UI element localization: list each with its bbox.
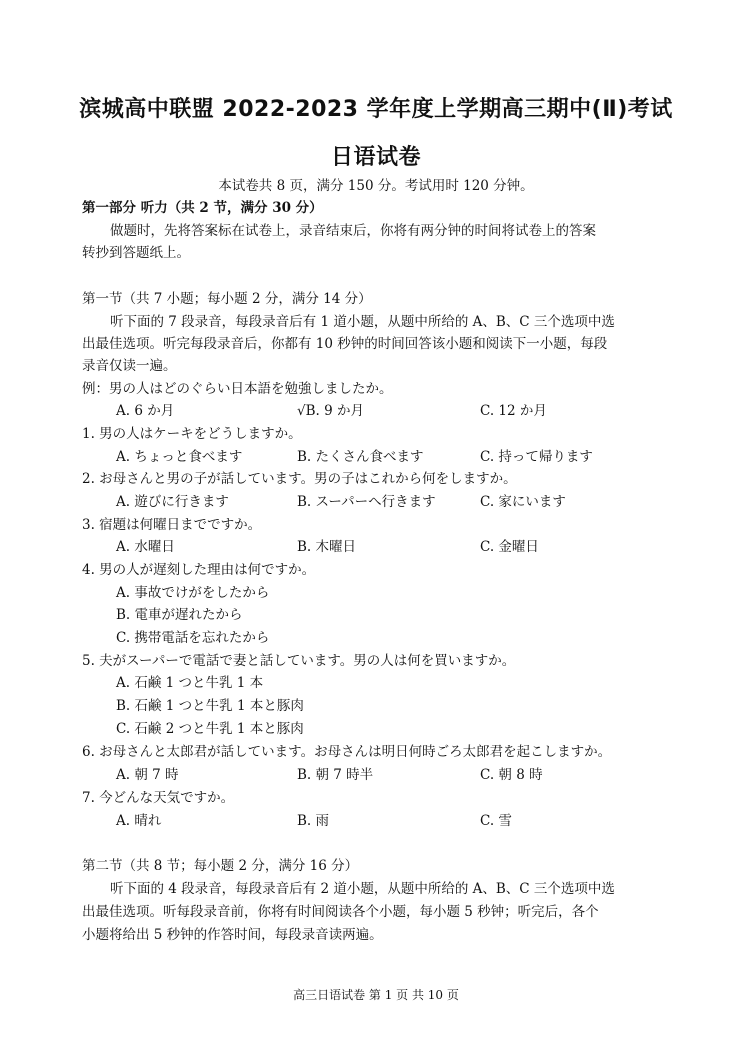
question-1-option-b: B. たくさん食べます (297, 449, 424, 465)
exam-title: 滨城高中联盟 2022-2023 学年度上学期高三期中(Ⅱ)考试 (79, 97, 673, 122)
section2-instruction-line3: 小题将给出 5 秒钟的作答时间，每段录音读两遍。 (82, 927, 383, 943)
section1-instruction-line2: 出最佳选项。听完每段录音后，你都有 10 秒钟的时间回答该小题和阅读下一小题，每段 (82, 336, 608, 352)
question-5-option-a: A. 石鹸 1 つと牛乳 1 本 (116, 675, 264, 691)
section1-instruction-line3: 录音仅读一遍。 (82, 358, 177, 374)
section1-instruction-line1: 听下面的 7 段录音，每段录音后有 1 道小题，从题中所给的 A、B、C 三个选项中选 (110, 314, 615, 330)
exam-subject-title: 日语试卷 (330, 145, 421, 170)
question-5-option-c: C. 石鹸 2 つと牛乳 1 本と豚肉 (116, 721, 304, 737)
question-2-option-b: B. スーパーへ行きます (297, 494, 436, 510)
example-option-b: √B. 9 か月 (297, 403, 364, 419)
question-1-option-a: A. ちょっと食べます (116, 449, 243, 465)
question-3-option-a: A. 水曜日 (116, 539, 175, 555)
question-3-option-b: B. 木曜日 (297, 539, 357, 555)
question-2: 2. お母さんと男の子が話しています。男の子はこれから何をしますか。 (82, 471, 517, 487)
question-7: 7. 今どんな天気ですか。 (82, 790, 235, 806)
example-option-a: A. 6 か月 (116, 403, 175, 419)
exam-info: 本试卷共 8 页，满分 150 分。考试用时 120 分钟。 (218, 178, 534, 194)
part1-heading: 第一部分 听力（共 2 节，满分 30 分） (82, 200, 323, 216)
question-3: 3. 宿題は何曜日までですか。 (82, 517, 262, 533)
question-6-option-c: C. 朝 8 時 (480, 767, 543, 783)
example-option-c: C. 12 か月 (480, 403, 547, 419)
question-4-option-c: C. 携帯電話を忘れたから (116, 630, 270, 646)
question-7-option-b: B. 雨 (297, 813, 330, 829)
question-4-option-a: A. 事故でけがをしたから (116, 585, 270, 601)
question-4: 4. 男の人が遅刻した理由は何ですか。 (82, 562, 316, 578)
question-6-option-b: B. 朝 7 時半 (297, 767, 374, 783)
question-1-option-c: C. 持って帰ります (480, 449, 593, 465)
question-7-option-a: A. 晴れ (116, 813, 162, 829)
section1-heading: 第一节（共 7 小题；每小题 2 分，满分 14 分） (82, 291, 372, 307)
question-5-option-b: B. 石鹸 1 つと牛乳 1 本と豚肉 (116, 698, 304, 714)
question-1: 1. 男の人はケーキをどうしますか。 (82, 426, 302, 442)
page-footer: 高三日语试卷 第 1 页 共 10 页 (293, 988, 459, 1002)
question-2-option-a: A. 遊びに行きます (116, 494, 229, 510)
part1-instruction-line1: 做题时，先将答案标在试卷上，录音结束后，你将有两分钟的时间将试卷上的答案 (110, 223, 596, 239)
part1-instruction-line2: 转抄到答题纸上。 (82, 245, 190, 261)
question-6-option-a: A. 朝 7 時 (116, 767, 179, 783)
question-4-option-b: B. 電車が遅れたから (116, 607, 243, 623)
section2-instruction-line2: 出最佳选项。听每段录音前，你将有时间阅读各个小题，每小题 5 秒钟；听完后，各个 (82, 904, 599, 920)
question-2-option-c: C. 家にいます (480, 494, 566, 510)
question-3-option-c: C. 金曜日 (480, 539, 539, 555)
section2-instruction-line1: 听下面的 4 段录音，每段录音后有 2 道小题，从题中所给的 A、B、C 三个选项中选 (110, 881, 615, 897)
section2-heading: 第二节（共 8 节；每小题 2 分，满分 16 分） (82, 858, 359, 874)
example-question: 例：男の人はどのぐらい日本語を勉強しましたか。 (82, 381, 393, 397)
question-6: 6. お母さんと太郎君が話しています。お母さんは明日何時ごろ太郎君を起こしますか。 (82, 744, 612, 760)
question-7-option-c: C. 雪 (480, 813, 512, 829)
question-5: 5. 夫がスーパーで電話で妻と話しています。男の人は何を買いますか。 (82, 653, 516, 669)
